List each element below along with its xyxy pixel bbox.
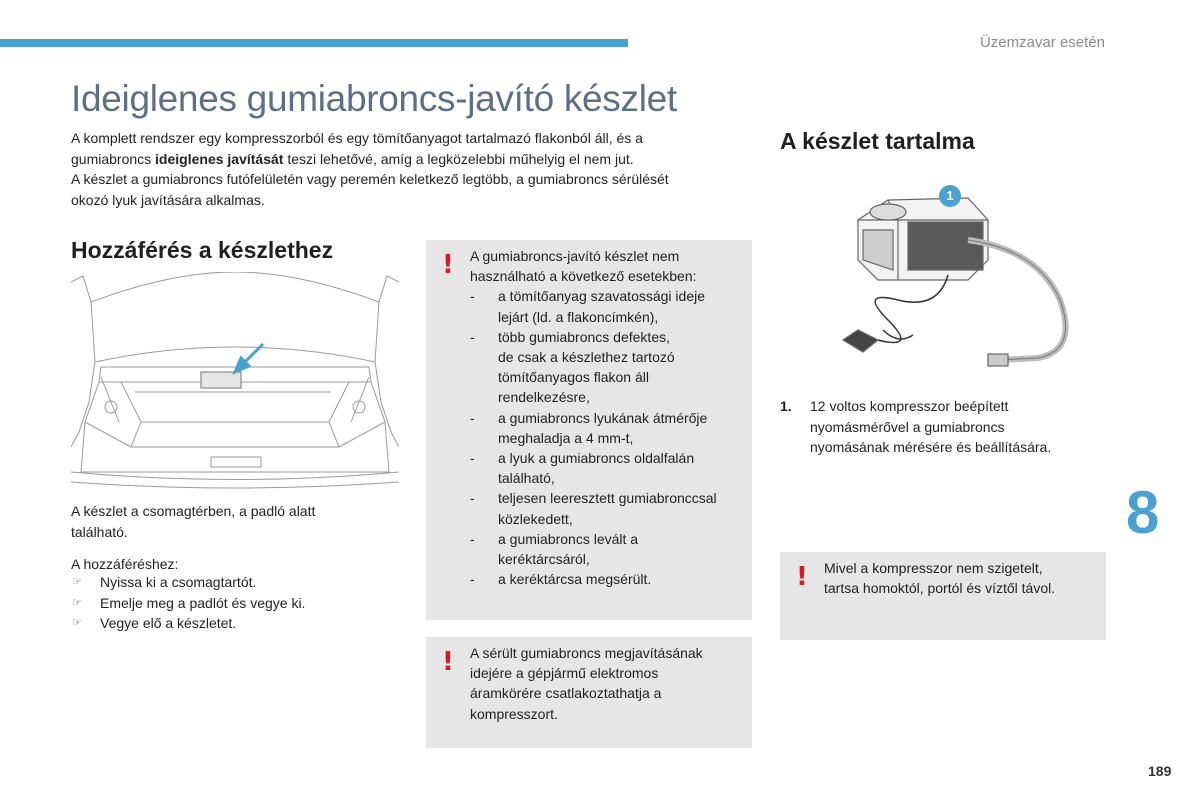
callout-1: 1 — [939, 185, 961, 207]
list-item: - több gumiabroncs defektes, de csak a készlethez tartozó tömítőanyagos flakon áll rendelkezésre, — [470, 328, 675, 406]
kit-location-line-2: található. — [71, 523, 128, 540]
intro-line-2-post: teszi lehetővé, amíg a legközelebbi műhelyig el nem jut. — [283, 150, 634, 167]
list-item: ☞ Nyissa ki a csomagtartót. — [71, 572, 305, 593]
item-number: 1. — [780, 398, 792, 414]
access-steps-intro: A hozzáféréshez: — [71, 556, 179, 572]
section-name: Üzemzavar esetén — [979, 34, 1105, 51]
exclamation-icon: ! — [796, 562, 808, 592]
page-number: 189 — [1148, 763, 1172, 779]
pointing-hand-icon: ☞ — [72, 596, 82, 609]
intro-bold-phrase: ideiglenes javítását — [155, 150, 284, 167]
list-item: - a keréktárcsa megsérült. — [470, 571, 652, 588]
list-item: - teljesen leeresztett gumiabronccsal közlekedett, — [470, 490, 717, 527]
intro-line-4: okozó lyuk javítására alkalmas. — [71, 191, 265, 208]
intro-line-2-pre: gumiabroncs — [71, 150, 156, 167]
intro-paragraph — [71, 128, 751, 210]
list-item: - a gumiabroncs levált a keréktárcsáról, — [470, 530, 639, 568]
warning-restrictions-list — [470, 286, 717, 589]
trunk-illustration — [71, 272, 399, 494]
pointing-hand-icon: ☞ — [72, 617, 82, 629]
intro-line-1: A komplett rendszer egy kompresszorból és egy tömítőanyagot tartalmazó flakonból áll, és a — [71, 130, 643, 146]
warning-restrictions-intro: A gumiabroncs-javító készlet nem használható a következő esetekben: — [470, 248, 697, 285]
item-description: 12 voltos kompresszor beépített nyomásmérővel a gumiabroncs nyomásának mérésére és beállítására. — [810, 398, 1052, 455]
exclamation-icon: ! — [442, 647, 454, 677]
contents-heading: A készlet tartalma — [780, 128, 975, 154]
list-item: - a lyuk a gumiabroncs oldalfalán található, — [470, 450, 695, 487]
access-steps-list — [71, 572, 305, 634]
list-item: ☞ Emelje meg a padlót és vegye ki. — [71, 593, 305, 614]
list-item: ☞ Vegye elő a készletet. — [71, 613, 305, 634]
kit-location-caption — [71, 501, 371, 542]
compressor-illustration — [838, 180, 1088, 380]
header-accent-bar — [0, 39, 628, 47]
exclamation-icon: ! — [442, 250, 454, 280]
warning-box-power — [426, 637, 752, 748]
page-title: Ideiglenes gumiabroncs-javító készlet — [71, 78, 677, 119]
warning-box-compressor — [780, 552, 1106, 640]
warning-compressor-text: Mivel a kompresszor nem szigetelt, tartsa homoktól, portól és víztől távol. — [824, 560, 1056, 597]
warning-power-text: A sérült gumiabroncs megjavításának idejére a gépjármű elektromos áramkörére csatlakoztathatja a kompresszort. — [470, 645, 703, 722]
kit-location-line-1: A készlet a csomagtérben, a padló alatt — [71, 503, 316, 519]
pointing-hand-icon: ☞ — [72, 576, 82, 588]
access-heading: Hozzáférés a készlethez — [71, 237, 334, 263]
intro-line-3: A készlet a gumiabroncs futófelületén vagy peremén keletkező legtöbb, a gumiabroncs sérülését — [71, 171, 669, 187]
warning-box-restrictions — [426, 240, 752, 620]
list-item: - a tömítőanyag szavatossági ideje lejárt (ld. a flakoncímkén), — [470, 288, 706, 325]
list-item: - a gumiabroncs lyukának átmérője meghaladja a 4 mm-t, — [470, 409, 708, 446]
chapter-number: 8 — [1126, 479, 1160, 546]
